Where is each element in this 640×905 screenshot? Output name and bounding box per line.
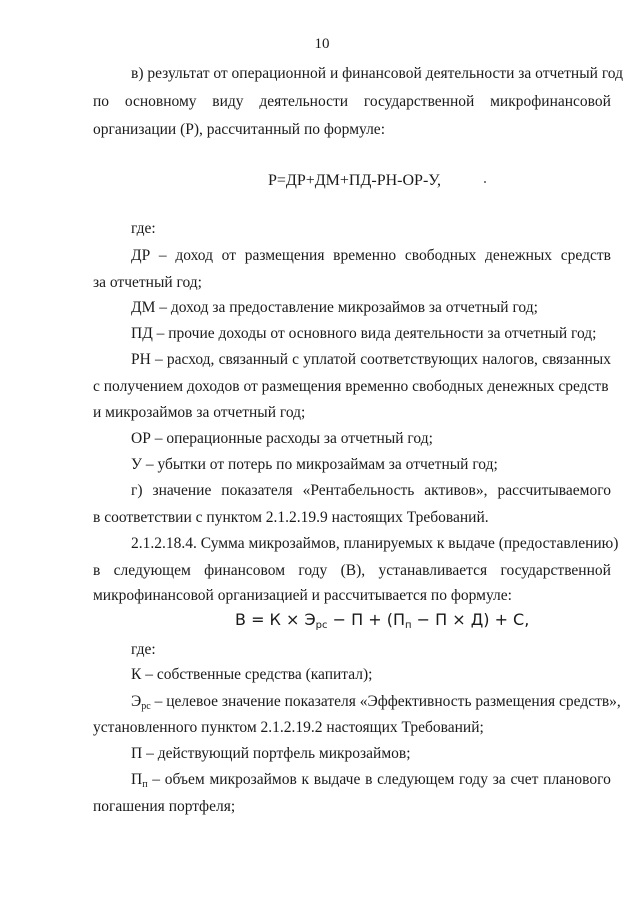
- def-pp-line-1: [131, 770, 611, 795]
- para-v-line-1: в) результат от операционной и финансовой деятельности за отчетный год: [131, 65, 623, 82]
- word: государственной: [363, 93, 475, 110]
- page-number: 10: [314, 36, 330, 52]
- para-g-line-2: в соответствии с пунктом 2.1.2.19.9 настоящих Требований.: [93, 509, 489, 526]
- word: за: [492, 771, 506, 788]
- word: по: [93, 93, 110, 110]
- formula-b-part-1: В = К × Э: [235, 610, 316, 629]
- word: в: [365, 771, 373, 788]
- word: г): [131, 482, 143, 499]
- word: году: [298, 562, 328, 579]
- word: счет: [510, 771, 539, 788]
- word: планового: [543, 771, 611, 788]
- word: –: [152, 771, 161, 788]
- word: соответствующих: [360, 351, 479, 368]
- def-pp-symbol: [131, 770, 148, 795]
- def-e-line-2: установленного пунктом 2.1.2.19.2 настоящих Требований;: [93, 719, 484, 736]
- word: значение: [152, 482, 212, 499]
- def-p: П – действующий портфель микрозаймов;: [131, 745, 411, 762]
- def-k: К – собственные средства (капитал);: [131, 666, 373, 683]
- def-pd: ПД – прочие доходы от основного вида деятельности за отчетный год;: [131, 325, 597, 342]
- word: свободных: [404, 247, 477, 264]
- word: активов»,: [424, 482, 488, 499]
- word: РН: [131, 351, 151, 368]
- def-e-line-1: [131, 692, 621, 717]
- word: показателя: [221, 482, 293, 499]
- word: рассчитываемого: [497, 482, 611, 499]
- def-pp-line-2: погашения портфеля;: [93, 798, 236, 815]
- def-e-subscript: рс: [141, 701, 151, 712]
- word: основному: [124, 93, 197, 110]
- word: объем: [164, 771, 205, 788]
- formula-r: Р=ДР+ДМ+ПД-РН-ОР-У,: [268, 172, 441, 189]
- para-2118-line-2: [93, 561, 611, 581]
- para-v-line-2: [93, 92, 611, 112]
- para-2118-line-1: 2.1.2.18.4. Сумма микрозаймов, планируемых к выдаче (предоставлению): [131, 535, 619, 552]
- word: устанавливается: [378, 562, 488, 579]
- word: деятельности: [259, 93, 349, 110]
- def-e-text: – целевое значение показателя «Эффективность размещения средств»,: [150, 693, 621, 710]
- word: выдаче: [313, 771, 361, 788]
- formula-b: [235, 609, 529, 637]
- def-or: ОР – операционные расходы за отчетный год;: [131, 430, 433, 447]
- word: к: [301, 771, 310, 788]
- def-pp-letter: П: [131, 771, 143, 788]
- def-rn-line-1: [131, 350, 611, 370]
- word: ДР: [131, 247, 151, 264]
- word: «Рентабельность: [302, 482, 415, 499]
- word: от: [221, 247, 236, 264]
- word: следующем: [113, 562, 191, 579]
- def-rn-line-2: с получением доходов от размещения временно свободных денежных средств: [93, 378, 609, 395]
- word: размещения: [244, 247, 325, 264]
- where-label-2: где:: [131, 641, 156, 658]
- formula-b-sub-2: п: [405, 620, 412, 631]
- para-v-line-3: организации (Р), рассчитанный по формуле:: [93, 121, 385, 138]
- def-dr-line-1: [131, 246, 611, 266]
- word: следующем: [377, 771, 455, 788]
- def-e-symbol: Э: [131, 693, 142, 710]
- word: микрозаймов: [209, 771, 297, 788]
- word: временно: [333, 247, 397, 264]
- word: виду: [212, 93, 244, 110]
- scan-speck: [484, 181, 486, 183]
- para-g-line-1: [131, 481, 611, 501]
- def-pp-subscript: п: [142, 779, 148, 790]
- word: расход,: [166, 351, 215, 368]
- word: связанный: [218, 351, 289, 368]
- word: государственной: [500, 562, 611, 579]
- where-label-1: где:: [131, 220, 156, 237]
- def-rn-line-3: и микрозаймов за отчетный год;: [93, 404, 306, 421]
- def-dr-line-2: за отчетный год;: [93, 274, 202, 291]
- para-2118-line-3: микрофинансовой организацией и рассчитывается по формуле:: [93, 587, 512, 604]
- word: году: [459, 771, 488, 788]
- word: доход: [175, 247, 213, 264]
- word: финансовом: [204, 562, 286, 579]
- formula-b-part-2: − П + (П: [327, 610, 405, 629]
- word: –: [154, 351, 163, 368]
- word: с: [292, 351, 300, 368]
- word: –: [158, 247, 167, 264]
- word: налогов,: [482, 351, 538, 368]
- formula-b-sub-1: рс: [315, 620, 328, 631]
- word: уплатой: [303, 351, 357, 368]
- word: средств: [560, 247, 611, 264]
- def-u: У – убытки от потерь по микрозаймам за отчетный год;: [131, 456, 498, 473]
- word: (В),: [340, 562, 366, 579]
- def-dm: ДМ – доход за предоставление микрозаймов за отчетный год;: [131, 299, 538, 316]
- formula-b-part-3: − П × Д) + С,: [411, 610, 530, 629]
- word: в: [93, 562, 101, 579]
- word: денежных: [484, 247, 553, 264]
- word: микрофинансовой: [490, 93, 611, 110]
- word: связанных: [542, 351, 611, 368]
